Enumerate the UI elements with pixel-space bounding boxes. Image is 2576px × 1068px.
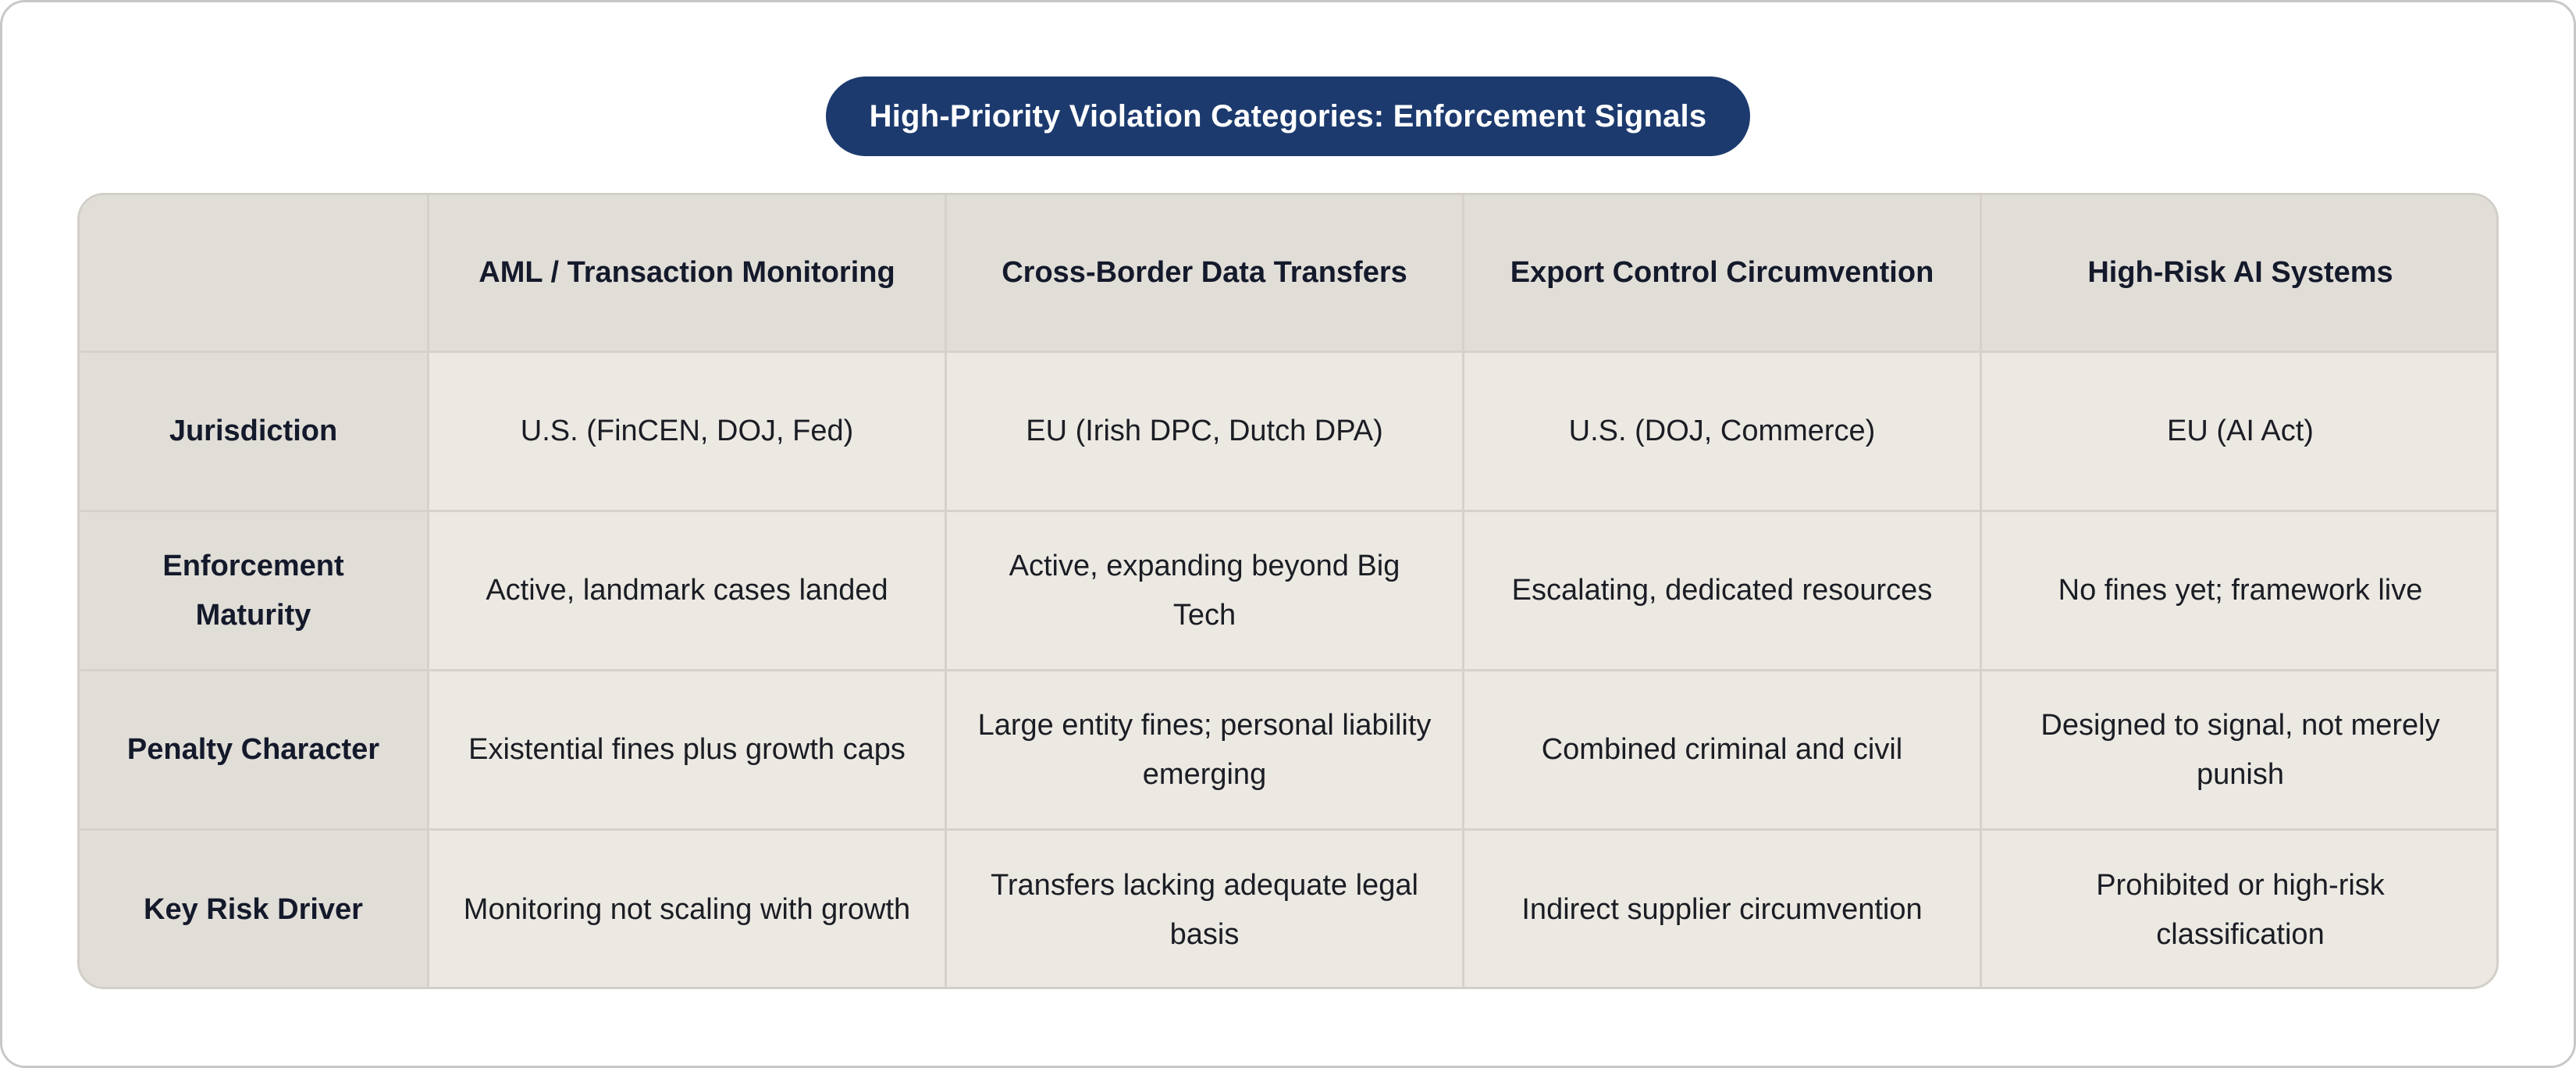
table-cell: No fines yet; framework live: [1982, 512, 2499, 671]
table-cell: Indirect supplier circumvention: [1464, 831, 1982, 989]
table-cell: EU (Irish DPC, Dutch DPA): [947, 353, 1464, 512]
table-cell: Large entity fines; personal liability emerging: [947, 671, 1464, 831]
table-cell: Combined criminal and civil: [1464, 671, 1982, 831]
row-header-key-risk-driver: Key Risk Driver: [80, 831, 429, 989]
row-header-penalty-character: Penalty Character: [80, 671, 429, 831]
column-header-export-control: Export Control Circumvention: [1464, 195, 1982, 353]
table-cell: Escalating, dedicated resources: [1464, 512, 1982, 671]
table-cell: Designed to signal, not merely punish: [1982, 671, 2499, 831]
row-header-jurisdiction: Jurisdiction: [80, 353, 429, 512]
table-cell: Active, landmark cases landed: [429, 512, 947, 671]
table-cell: Existential fines plus growth caps: [429, 671, 947, 831]
table-cell: U.S. (DOJ, Commerce): [1464, 353, 1982, 512]
table-cell: Transfers lacking adequate legal basis: [947, 831, 1464, 989]
table-cell: Active, expanding beyond Big Tech: [947, 512, 1464, 671]
page-title: High-Priority Violation Categories: Enforcement Signals: [826, 77, 1750, 156]
column-header-data-transfers: Cross-Border Data Transfers: [947, 195, 1464, 353]
table-cell: EU (AI Act): [1982, 353, 2499, 512]
table-corner-cell: [80, 195, 429, 353]
table-cell: U.S. (FinCEN, DOJ, Fed): [429, 353, 947, 512]
table-cell: Prohibited or high-risk classification: [1982, 831, 2499, 989]
column-header-aml: AML / Transaction Monitoring: [429, 195, 947, 353]
table-cell: Monitoring not scaling with growth: [429, 831, 947, 989]
row-header-enforcement-maturity: Enforcement Maturity: [80, 512, 429, 671]
column-header-ai-systems: High-Risk AI Systems: [1982, 195, 2499, 353]
enforcement-table: [77, 193, 2499, 989]
